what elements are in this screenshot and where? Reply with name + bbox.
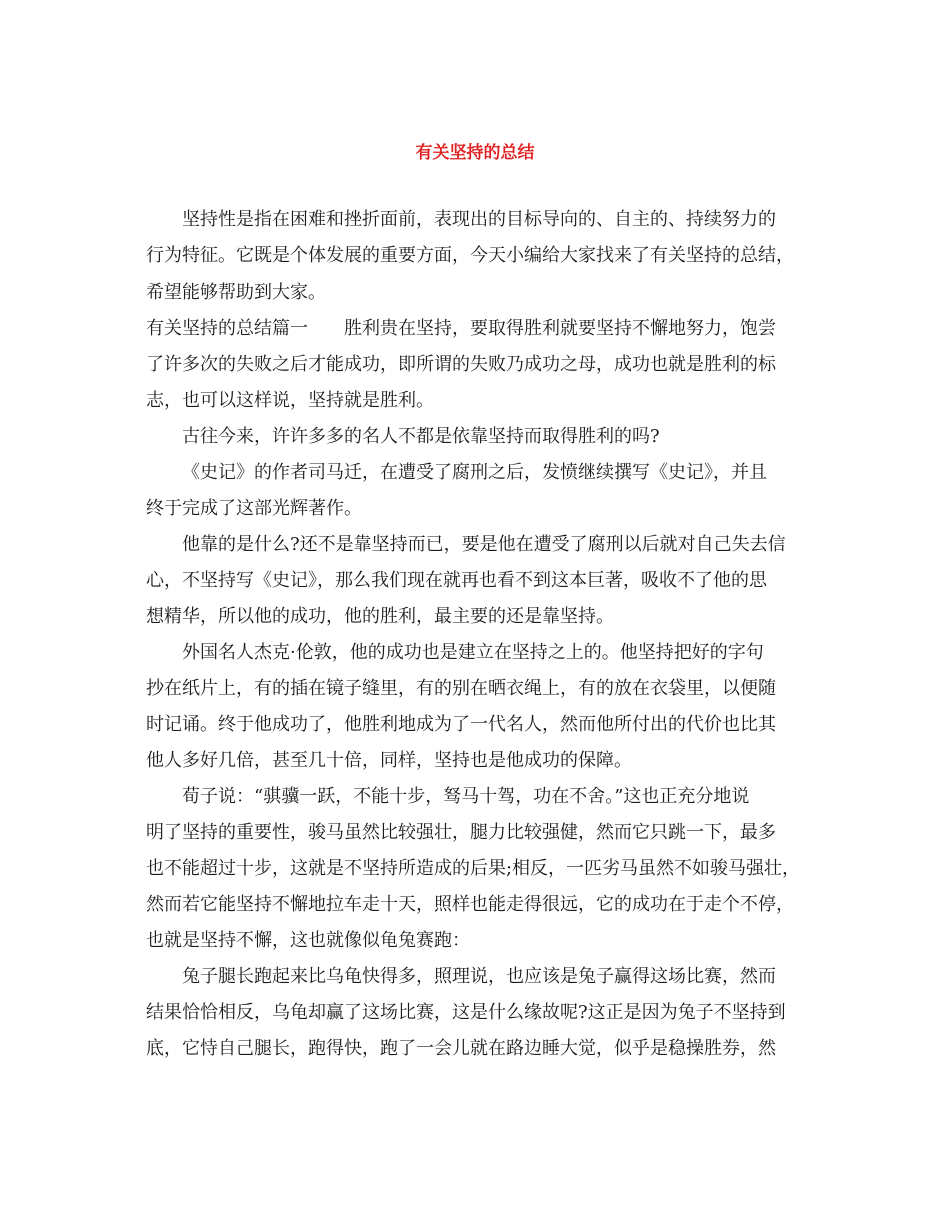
- text-line: 心，不坚持写《史记》，那么我们现在就再也看不到这本巨著，吸收不了他的思: [146, 570, 767, 591]
- text-line: 了许多次的失败之后才能成功，即所谓的失败乃成功之母，成功也就是胜利的标: [146, 354, 776, 375]
- text-line: 有关坚持的总结篇一 胜利贵在坚持，要取得胜利就要坚持不懈地努力，饱尝: [146, 318, 776, 339]
- text-line: 想精华，所以他的成功，他的胜利，最主要的还是靠坚持。: [146, 606, 614, 627]
- text-line: 时记诵。终于他成功了，他胜利地成为了一代名人，然而他所付出的代价也比其: [146, 714, 776, 735]
- text-line: 希望能够帮助到大家。: [146, 282, 326, 303]
- text-line: 然而若它能坚持不懈地拉车走十天，照样也能走得很远，它的成功在于走个不停，: [146, 894, 794, 915]
- text-line: 《史记》的作者司马迁，在遭受了腐刑之后，发愤继续撰写《史记》，并且: [182, 462, 767, 483]
- text-line: 明了坚持的重要性，骏马虽然比较强壮，腿力比较强健，然而它只跳一下，最多: [146, 822, 776, 843]
- text-line: 荀子说：“骐骥一跃，不能十步，驽马十驾，功在不舍。”这也正充分地说: [182, 786, 750, 807]
- text-line: 兔子腿长跑起来比乌龟快得多，照理说，也应该是兔子赢得这场比赛，然而: [182, 966, 776, 987]
- text-line: 他靠的是什么?还不是靠坚持而已，要是他在遭受了腐刑以后就对自己失去信: [182, 534, 786, 555]
- text-line: 终于完成了这部光辉著作。: [146, 498, 362, 519]
- text-line: 坚持性是指在困难和挫折面前，表现出的目标导向的、自主的、持续努力的: [182, 209, 776, 230]
- text-line: 结果恰恰相反，乌龟却赢了这场比赛，这是什么缘故呢?这正是因为兔子不坚持到: [146, 1002, 786, 1023]
- text-line: 抄在纸片上，有的插在镜子缝里，有的别在晒衣绳上，有的放在衣袋里，以便随: [146, 678, 776, 699]
- text-line: 外国名人杰克·伦敦，他的成功也是建立在坚持之上的。他坚持把好的字句: [182, 642, 764, 663]
- text-line: 行为特征。它既是个体发展的重要方面，今天小编给大家找来了有关坚持的总结，: [146, 245, 794, 266]
- text-line: 他人多好几倍，甚至几十倍，同样，坚持也是他成功的保障。: [146, 750, 632, 771]
- text-line: 也就是坚持不懈，这也就像似龟兔赛跑：: [146, 930, 470, 951]
- text-line: 底，它恃自己腿长，跑得快，跑了一会儿就在路边睡大觉，似乎是稳操胜券，然: [146, 1038, 776, 1059]
- text-line: 古往今来，许许多多的名人不都是依靠坚持而取得胜利的吗?: [182, 426, 660, 447]
- document-title: 有关坚持的总结: [415, 143, 535, 163]
- text-line: 也不能超过十步，这就是不坚持所造成的后果;相反，一匹劣马虽然不如骏马强壮，: [146, 858, 801, 879]
- text-line: 志，也可以这样说，坚持就是胜利。: [146, 390, 434, 411]
